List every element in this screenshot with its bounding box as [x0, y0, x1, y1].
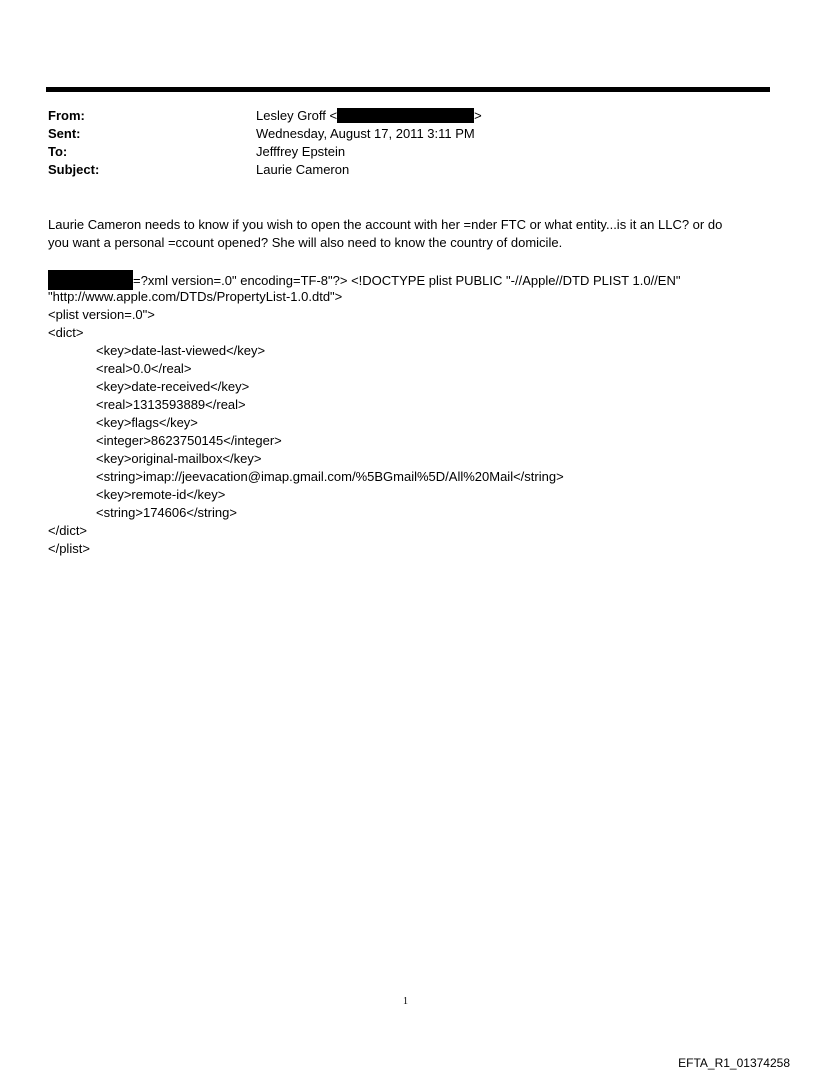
redaction-box — [337, 108, 474, 123]
subject-label: Subject: — [48, 162, 100, 177]
body-line-2: you want a personal =ccount opened? She will also need to know the country of domicile. — [48, 235, 563, 250]
plist-entry: <key>original-mailbox</key> — [96, 451, 262, 466]
plist-line-2: "http://www.apple.com/DTDs/PropertyList-1.0.dtd"> — [48, 289, 343, 304]
plist-entry: <string>imap://jeevacation@imap.gmail.com/%5BGmail%5D/All%20Mail</string> — [96, 469, 564, 484]
plist-entry: <key>flags</key> — [96, 415, 198, 430]
plist-line-3: <plist version=.0"> — [48, 307, 155, 322]
header-divider — [46, 87, 770, 92]
to-value: Jefffrey Epstein — [256, 144, 346, 159]
plist-entry: <real>1313593889</real> — [96, 397, 246, 412]
from-value — [256, 107, 482, 125]
plist-entry: <integer>8623750145</integer> — [96, 433, 282, 448]
document-id: EFTA_R1_01374258 — [678, 1056, 790, 1070]
plist-entry: <key>date-received</key> — [96, 379, 250, 394]
to-label: To: — [48, 144, 68, 159]
sent-value: Wednesday, August 17, 2011 3:11 PM — [256, 126, 475, 141]
body-line-1: Laurie Cameron needs to know if you wish to open the account with her =nder FTC or what entity...is it an LLC? or do — [48, 217, 723, 232]
plist-dict-close: </dict> — [48, 523, 88, 538]
from-label: From: — [48, 108, 85, 123]
plist-entry: <key>remote-id</key> — [96, 487, 226, 502]
subject-value: Laurie Cameron — [256, 162, 350, 177]
page-number: 1 — [403, 996, 408, 1007]
plist-entry: <key>date-last-viewed</key> — [96, 343, 266, 358]
plist-close: </plist> — [48, 541, 90, 556]
redaction-box — [48, 270, 133, 290]
plist-entry: <real>0.0</real> — [96, 361, 192, 376]
plist-line-4: <dict> — [48, 325, 84, 340]
plist-xml-decl: =?xml version=.0" encoding=TF-8"?> <!DOCTYPE plist PUBLIC "-//Apple//DTD PLIST 1.0//EN" — [133, 273, 681, 288]
plist-entry: <string>174606</string> — [96, 505, 237, 520]
plist-line-1 — [48, 270, 680, 290]
sent-label: Sent: — [48, 126, 81, 141]
from-name: Lesley Groff < — [256, 108, 338, 123]
from-end: > — [474, 108, 482, 123]
